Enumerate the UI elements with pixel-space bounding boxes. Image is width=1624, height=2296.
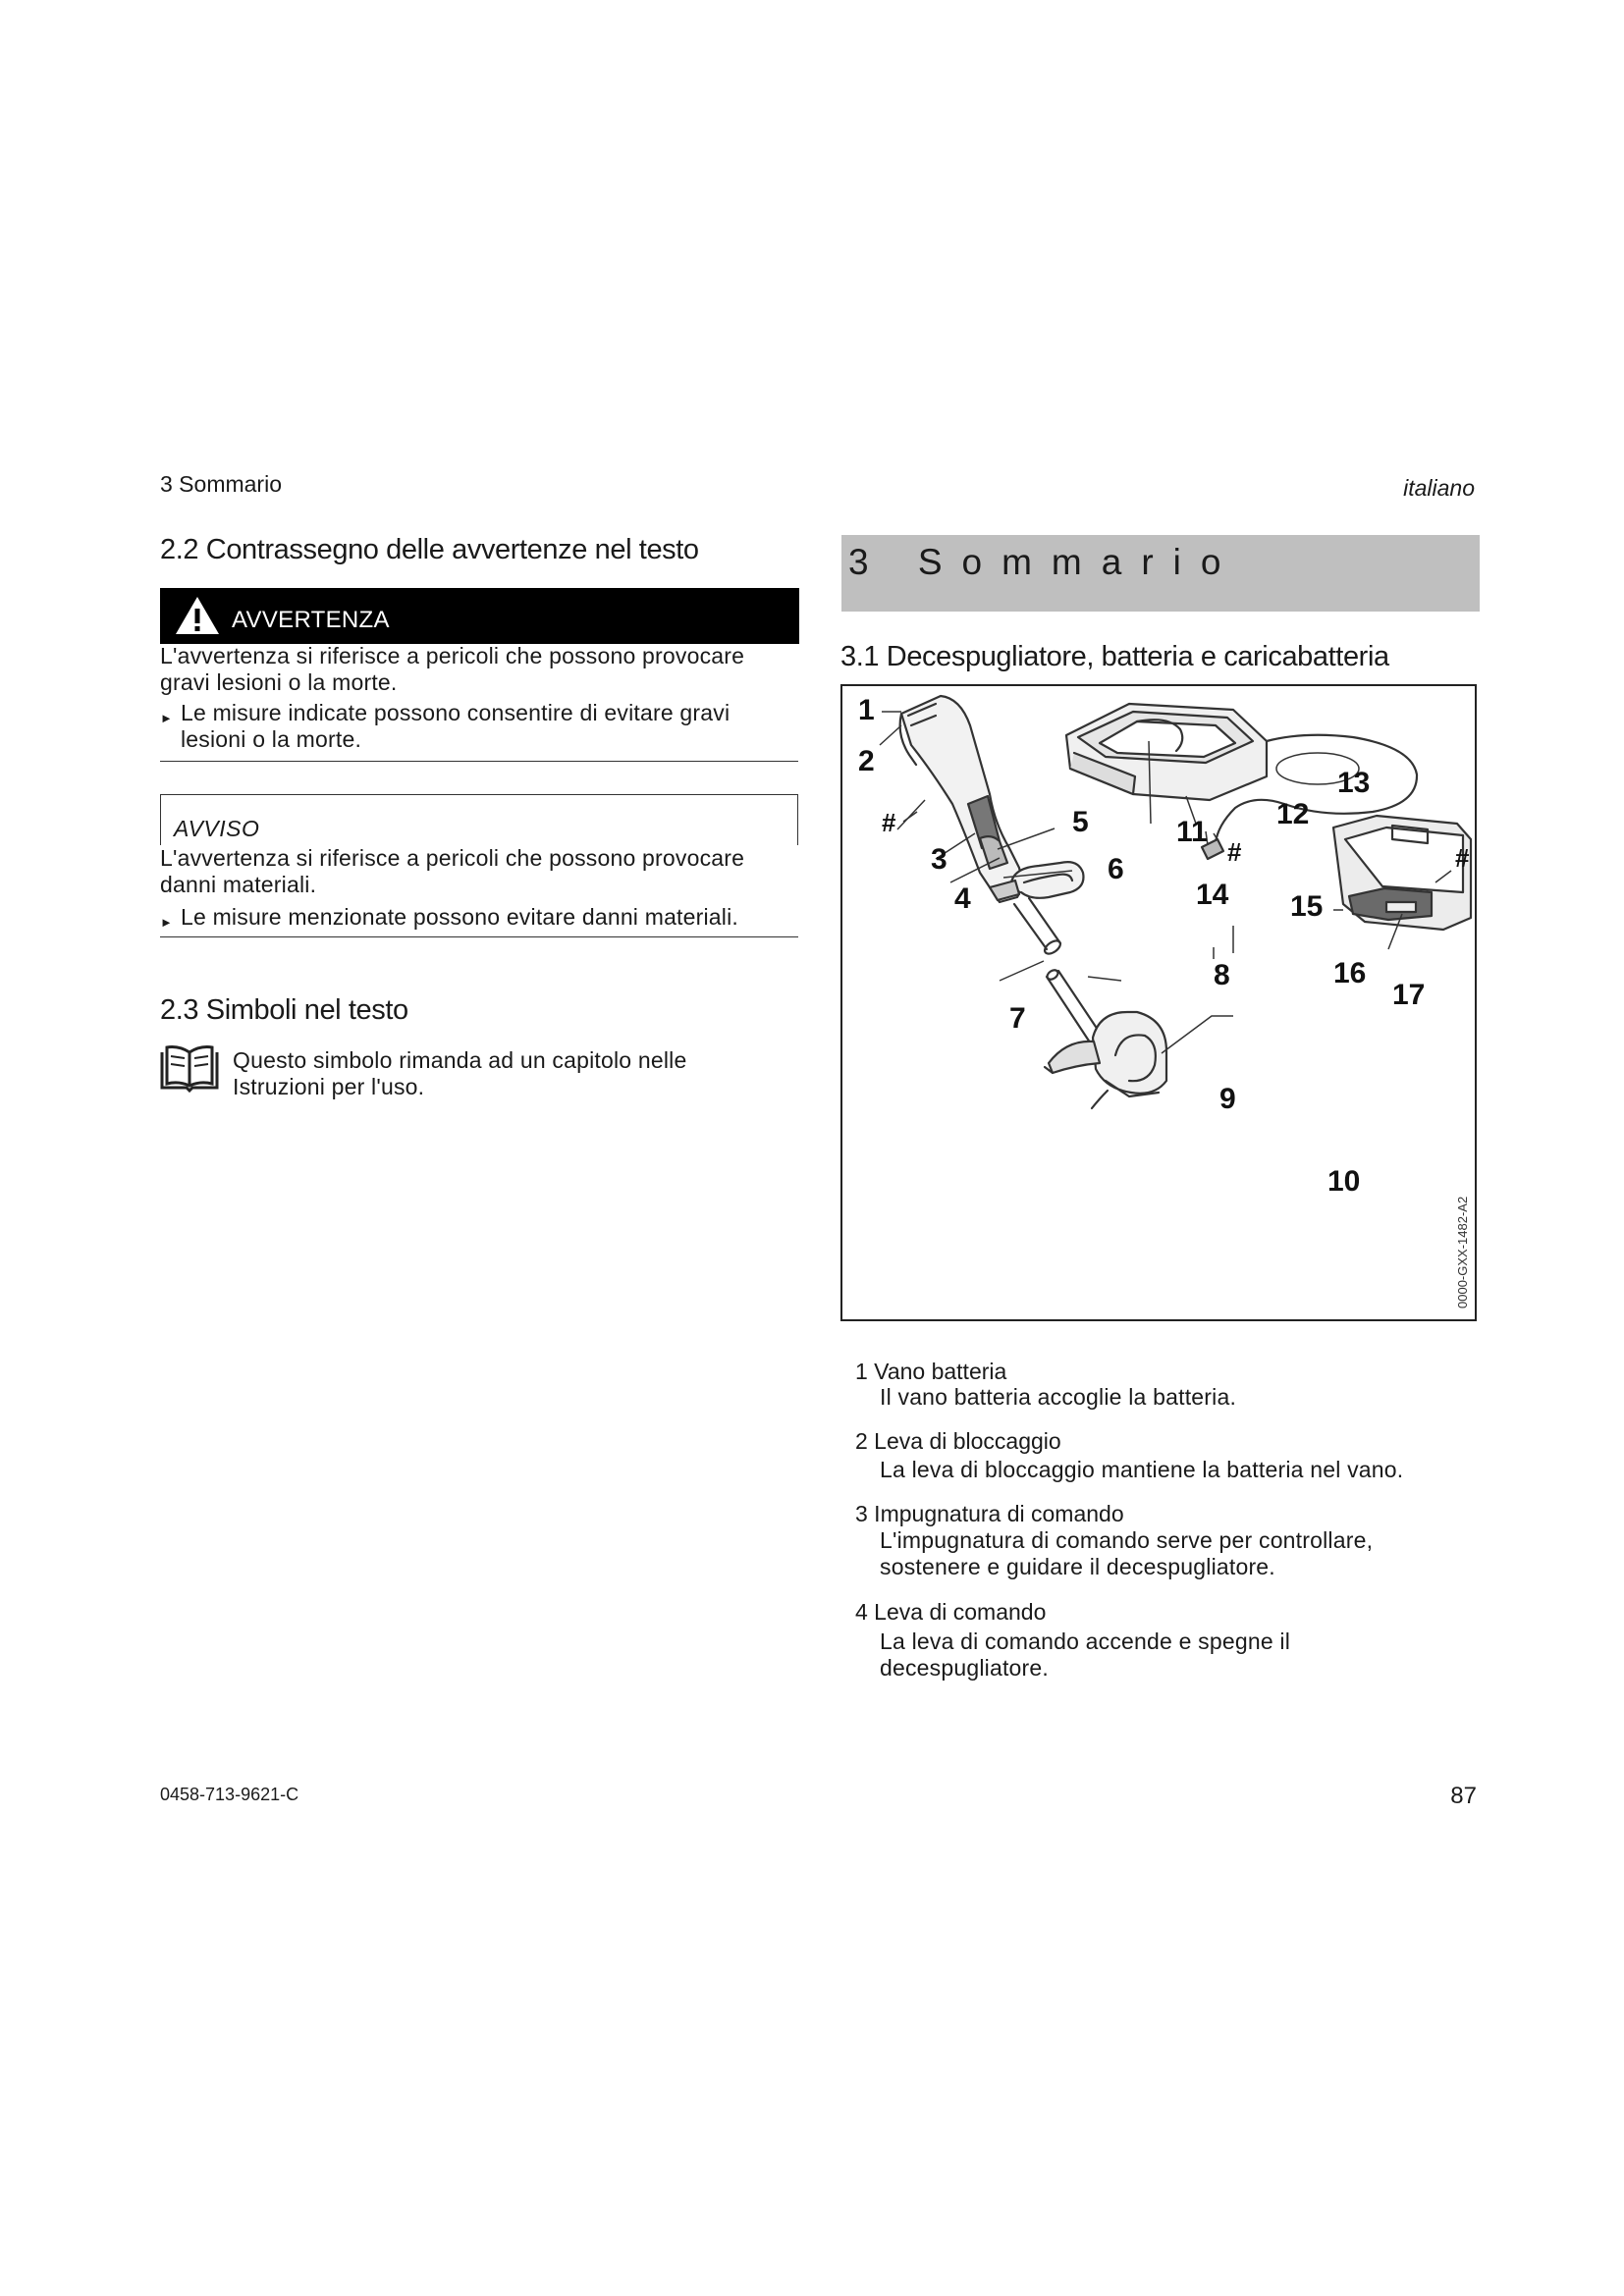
fig-callout-9: 9 [1219,1083,1236,1115]
fig-callout-8: 8 [1214,959,1230,991]
section-3-1-title: 3.1 Decespugliatore, batteria e caricabatteria [840,641,1389,672]
trimmer-illustration [842,686,1475,1319]
fig-callout-11: 11 [1176,816,1208,848]
bullet-triangle-icon: ► [160,711,174,725]
warning-text-line-2: gravi lesioni o la morte. [160,669,398,695]
notice-text-line-1: L'avvertenza si riferisce a pericoli che possono provocare [160,845,745,871]
fig-hash-2: # [1227,837,1242,867]
notice-divider [160,936,798,937]
section-2-2-title: 2.2 Contrassegno delle avvertenze nel testo [160,534,699,565]
document-code: 0458-713-9621-C [160,1785,299,1804]
item-1-desc: Il vano batteria accoglie la batteria. [880,1384,1237,1410]
notice-label: AVVISO [174,816,260,841]
running-header-language: italiano [1403,475,1475,501]
fig-callout-6: 6 [1108,853,1124,885]
fig-callout-10: 10 [1327,1165,1361,1198]
fig-callout-7: 7 [1009,1002,1026,1035]
item-3-title: 3 Impugnatura di comando [855,1501,1124,1526]
fig-callout-1: 1 [858,694,875,726]
fig-callout-14: 14 [1196,879,1229,911]
symbol-text-line-2: Istruzioni per l'uso. [233,1074,425,1099]
bullet-triangle-icon: ► [160,915,174,930]
fig-callout-4: 4 [954,882,971,915]
item-4-title: 4 Leva di comando [855,1599,1047,1625]
product-overview-figure [840,684,1477,1321]
warning-divider [160,761,798,762]
fig-callout-15: 15 [1290,890,1324,923]
page-number: 87 [1450,1783,1477,1809]
warning-label: AVVERTENZA [232,607,390,633]
book-icon [159,1044,220,1098]
warning-bullet-line-2: lesioni o la morte. [181,726,362,752]
fig-callout-16: 16 [1333,957,1367,989]
item-1-title: 1 Vano batteria [855,1359,1007,1384]
item-2-title: 2 Leva di bloccaggio [855,1428,1061,1454]
fig-callout-2: 2 [858,745,875,777]
section-2-3-title: 2.3 Simboli nel testo [160,994,408,1026]
fig-callout-12: 12 [1276,798,1310,830]
fig-callout-3: 3 [931,843,947,876]
item-3-desc-line-2: sostenere e guidare il decespugliatore. [880,1554,1275,1579]
warning-triangle-icon [173,594,222,637]
item-3-desc-line-1: L'impugnatura di comando serve per controllare, [880,1527,1374,1553]
warning-text-line-1: L'avvertenza si riferisce a pericoli che possono provocare [160,643,745,668]
fig-hash-1: # [882,808,896,837]
warning-banner [160,588,799,644]
item-2-desc: La leva di bloccaggio mantiene la batteria nel vano. [880,1457,1404,1482]
chapter-heading: 3 Sommario [848,542,1241,582]
fig-callout-5: 5 [1072,806,1089,838]
symbol-text-line-1: Questo simbolo rimanda ad un capitolo nelle [233,1047,687,1073]
fig-callout-17: 17 [1392,979,1426,1011]
notice-bullet [160,904,738,931]
fig-hash-3: # [1455,843,1470,873]
chapter-heading-band [841,535,1480,612]
warning-bullet [160,700,730,753]
fig-callout-13: 13 [1337,767,1371,799]
notice-box [160,794,798,845]
figure-code: 0000-GXX-1482-A2 [1455,1196,1470,1308]
running-header-section: 3 Sommario [160,471,282,497]
item-4-desc-line-1: La leva di comando accende e spegne il [880,1629,1291,1654]
warning-bullet-line-1: Le misure indicate possono consentire di evitare gravi [181,700,731,725]
notice-text-line-2: danni materiali. [160,872,317,897]
notice-bullet-text: Le misure menzionate possono evitare danni materiali. [181,904,739,930]
item-4-desc-line-2: decespugliatore. [880,1655,1049,1681]
